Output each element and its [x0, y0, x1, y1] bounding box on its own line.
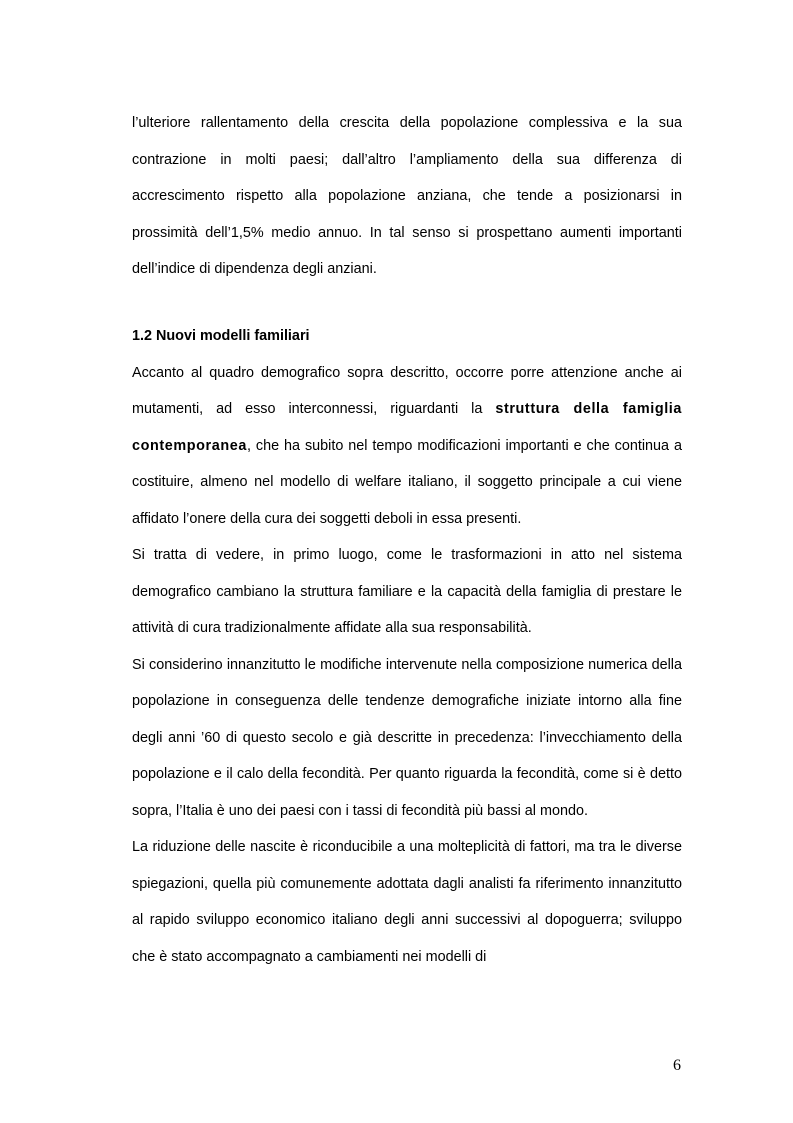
- top-text-block: [132, 105, 682, 288]
- paragraph-text: Accanto al quadro demografico sopra descritto, occorre porre attenzione anche ai mutamenti, ad esso interconnessi, riguardanti la: [132, 364, 682, 417]
- paragraph-transformations: Si tratta di vedere, in primo luogo, come le trasformazioni in atto nel sistema demografico cambiano la struttura familiare e la capacità della famiglia di prestare le attività di cura tradizionalmente affidate alla sua responsabilità.: [132, 547, 682, 636]
- bold-term: struttura della famiglia contemporanea: [132, 401, 683, 454]
- paragraph-numeric-composition: Si considerino innanzitutto le modifiche intervenute nella composizione numerica della popolazione in conseguenza delle tendenze demografiche iniziate intorno alla fine degli anni ’60 di questo secolo e già descritte in precedenza: l’invecchiamento della popolazione e il calo della fecondità. Per quanto riguarda la fecondità, come si è detto sopra, l’Italia è uno dei paesi con i tassi di fecondità più bassi al mondo.: [132, 656, 682, 819]
- paragraph-family-structure: [132, 355, 682, 538]
- section-block: [132, 318, 682, 975]
- paragraph-birth-reduction: La riduzione delle nascite è riconducibile a una molteplicità di fattori, ma tra le diverse spiegazioni, quella più comunemente adottata dagli analisti fa riferimento innanzitutto al rapido sviluppo economico italiano degli anni successivi al dopoguerra; sviluppo che è stato accompagnato a cambiamenti nei modelli di: [132, 839, 682, 965]
- paragraph-text: , che ha subito nel tempo modificazioni importanti e che continua a costituire, almeno nel modello di welfare italiano, il soggetto principale a cui viene affidato l’onere della cura dei soggetti deboli in essa presenti.: [132, 437, 682, 527]
- page-number: 6: [673, 1057, 681, 1074]
- top-paragraph: l’ulteriore rallentamento della crescita della popolazione complessiva e la sua contrazione in molti paesi; dall’altro l’ampliamento della sua differenza di accrescimento rispetto alla popolazione anziana, che tende a posizionarsi in prossimità dell’1,5% medio annuo. In tal senso si prospettano aumenti importanti dell’indice di dipendenza degli anziani.: [132, 115, 682, 277]
- section-heading: 1.2 Nuovi modelli familiari: [132, 328, 310, 344]
